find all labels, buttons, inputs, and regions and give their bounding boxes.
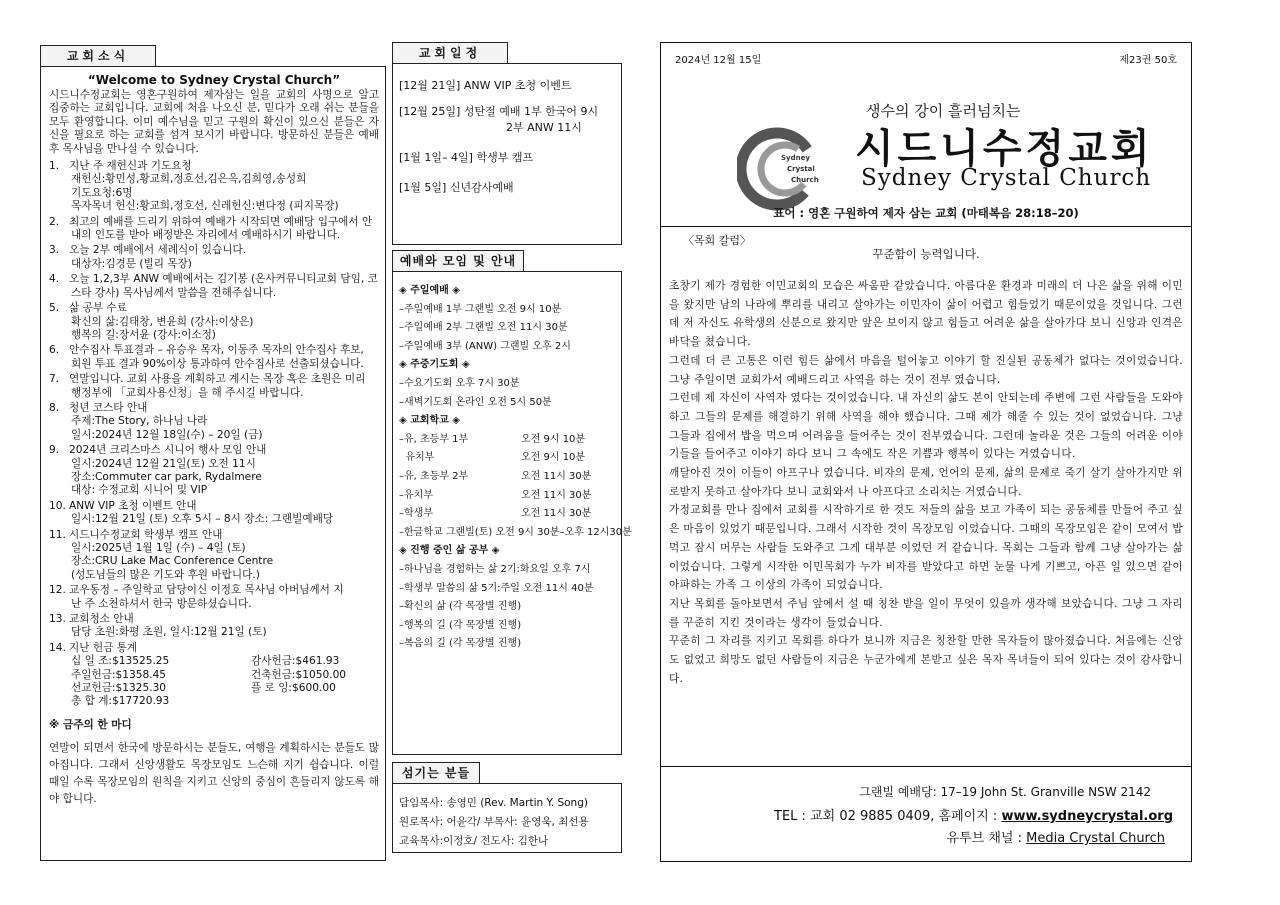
worship-line <box>399 375 615 394</box>
news-item-title: ANW VIP 초청 이벤트 안내 <box>69 499 197 512</box>
news-item <box>49 444 379 498</box>
news-list <box>49 160 379 655</box>
homepage-link[interactable]: www.sydneycrystal.org <box>1001 809 1173 824</box>
offering-cell: 감사헌금:$461.93 <box>251 655 340 668</box>
schedule-box <box>392 63 622 245</box>
worship-line-time: 오전 11시 30분 <box>521 489 592 501</box>
worship-line <box>399 338 615 357</box>
news-item-detail: 행복의 길:장서윤 (강사:이소정) <box>71 328 216 341</box>
news-item-number: 5. <box>49 302 60 315</box>
worship-line-text: –행복의 길 (각 목장별 진행) <box>399 619 522 631</box>
news-item-detail: 난 주 소천하셔서 한국 방문하셨습니다. <box>71 597 252 610</box>
offering-cell: 플 로 잉:$600.00 <box>251 682 336 695</box>
worship-tab: 예배와 모임 및 안내 <box>392 250 524 272</box>
footer-address: 그랜빌 예배당: 17–19 John St. Granville NSW 2142 <box>859 785 1151 799</box>
worship-line <box>399 617 615 636</box>
news-item-detail: 대상자:김경문 (빌리 목장) <box>71 257 192 270</box>
offering-row <box>71 682 379 695</box>
offering-row <box>71 655 379 668</box>
schedule-item: [1월 5일] 신년감사예배 <box>399 181 514 194</box>
worship-section-heading <box>399 542 615 561</box>
news-item-detail: 회원 투표 결과 90%이상 통과하여 안수집사로 선출되셨습니다. <box>71 357 364 370</box>
news-item-title: 교회청소 안내 <box>69 613 134 626</box>
worship-line-text: ◈ 주일예배 ◈ <box>399 285 460 296</box>
worship-line-text: –유치부 <box>399 489 433 501</box>
welcome-title: “Welcome to Sydney Crystal Church” <box>87 73 341 87</box>
news-tab: 교회소식 <box>40 45 156 67</box>
worship-line <box>399 449 615 468</box>
news-item-number: 6. <box>49 344 60 357</box>
news-item-detail: 재헌신:황민성,황교희,정호선,김은옥,김희영,송성희 <box>71 173 307 186</box>
schedule-item: 2부 ANW 11시 <box>506 121 582 134</box>
worship-line-text: –새벽기도회 온라인 오전 5시 50분 <box>399 396 552 408</box>
news-item-detail: (성도님들의 많은 기도와 후원 바랍니다.) <box>71 568 260 581</box>
worship-line <box>399 598 615 617</box>
motto: 표어 : 영혼 구원하여 제자 삼는 교회 (마태복음 28:18–20) <box>773 206 1079 220</box>
worship-line-text: –주일예배 2부 그랜빌 오전 11시 30분 <box>399 322 568 334</box>
worship-line <box>399 468 615 487</box>
news-item-number: 3. <box>49 244 60 257</box>
worship-line <box>399 301 615 320</box>
worship-line <box>399 505 615 524</box>
news-item-title: 시드니수정교회 학생부 캠프 안내 <box>69 528 223 541</box>
footer-divider <box>661 766 1191 767</box>
worship-box <box>392 271 632 755</box>
offering-cell: 십 일 조:$13525.25 <box>71 655 170 668</box>
schedule-item: [12월 25일] 성탄절 예배 1부 한국어 9시 <box>399 105 599 118</box>
news-item-number: 14. <box>49 641 66 654</box>
worship-line-time: 오전 9시 10분 <box>521 452 586 464</box>
youtube-link[interactable]: Media Crystal Church <box>1026 831 1165 846</box>
news-item-detail: 일시:12월 21일 (토) 오후 5시 – 8시 장소: 그랜빌예배당 <box>71 513 334 526</box>
news-item-title: 오늘 1,2,3부 ANW 예배에서는 김기봉 (온사커뮤니티교회 담임, 코 <box>69 273 378 286</box>
offering-cell: 선교헌금:$1325.30 <box>71 682 167 695</box>
worship-line <box>399 524 632 543</box>
youtube-label: 유투브 채널 : <box>946 831 1027 846</box>
news-item-detail: 장소:CRU Lake Mac Conference Centre <box>71 555 274 568</box>
footer-tel: TEL : 교회 02 9885 0409, 홈페이지 : <box>774 809 1002 824</box>
worship-line-text: –확신의 삶 (각 목장별 진행) <box>399 601 522 613</box>
news-item <box>49 244 379 271</box>
news-item <box>49 613 379 640</box>
servant-line: 교육목사:이정호/ 전도사: 김한나 <box>399 835 549 847</box>
issue-date: 2024년 12월 15일 <box>675 55 762 66</box>
worship-line <box>399 319 615 338</box>
news-item <box>49 160 379 214</box>
column-label: 〈목회 칼럼〉 <box>683 234 752 247</box>
news-item-number: 8. <box>49 401 60 414</box>
worship-line-text: –하나님을 경험하는 삶 2기:화요일 오후 7시 <box>399 563 591 575</box>
church-name-ko: 시드니수정교회 <box>855 125 1154 172</box>
servants-box <box>392 783 622 853</box>
word-title: ※ 금주의 한 마디 <box>49 718 132 731</box>
worship-line-text: –학생부 <box>399 508 433 520</box>
worship-line <box>399 561 615 580</box>
column-paragraph: 초창기 제가 경험한 이민교회의 모습은 싸움판 같았습니다. 아름다운 환경과 미래의 더 나은 삶을 위해 이민을 왔지만 남의 나라에 뿌리를 내리고 살아가는 이민자이 삶이 어렵고 힘들었기 때문이었을 것입니다. 그런데 저 자신도 유학생의 신분으로 왔지만 앞은 보이지 않고 힘들고 어려운 삶을 살아가다 보니 신앙과 인격은 바닥을 쳤습니다. <box>669 280 1183 349</box>
news-item <box>49 500 379 527</box>
news-item-detail: 주제:The Story, 하나님 나라 <box>71 415 208 428</box>
news-item-detail: 일시:2024년 12월 21일(토) 오전 11시 <box>71 457 256 470</box>
column-paragraph: 그런데 제 자신이 사역자 였다는 것이었습니다. 내 자신의 삶도 본이 안되는데 주변에 그런 사람들을 도와야하고 그들의 문제를 해결하기 위해 사역을 해야 했습니다. 그때 제가 해줄 수 있는 것이 없었습니다. 그냥 그들과 집에서 밥을 먹으며 어려움을 들어주는 것이 전부였습니다. 그런데 놀라운 것은 그들의 어려운 이야기들을 들어주고 이야기 하다 보니 그 속에도 작은 기쁨과 행복이 있다는 거였습니다. <box>669 392 1183 461</box>
offering-table <box>49 655 379 709</box>
news-item-number: 12. <box>49 584 66 597</box>
worship-section-heading <box>399 282 615 301</box>
logo-word: Sydney <box>781 154 810 162</box>
news-item-title: 연말입니다. 교회 사용을 계획하고 계시는 목장 혹은 초원은 미리 <box>69 373 366 386</box>
worship-line <box>399 394 615 413</box>
news-item <box>49 216 379 243</box>
news-item-detail: 확신의 삶:김태창, 변윤희 (강사:이상은) <box>71 315 254 328</box>
news-item <box>49 642 379 655</box>
worship-line-text: ◈ 주중기도회 ◈ <box>399 359 470 371</box>
worship-line-text: ◈ 교회학교 ◈ <box>399 415 460 427</box>
news-item <box>49 273 379 300</box>
news-item-number: 2. <box>49 215 60 228</box>
offering-row <box>71 695 379 708</box>
worship-line-text: –한글학교 그랜빌(토) 오전 9시 30분–오후 12시30분 <box>399 526 632 538</box>
column-title: 꾸준함이 능력입니다. <box>872 247 980 261</box>
news-item-title: 청년 코스타 안내 <box>69 401 148 414</box>
worship-line-text: –주일예배 3부 (ANW) 그랜빌 오후 2시 <box>399 340 571 352</box>
news-item-detail: 담당 초원:화평 초원, 일시:12월 21일 (토) <box>71 626 267 639</box>
column-body <box>669 277 1183 688</box>
offering-cell <box>251 695 371 708</box>
worship-section-heading <box>399 412 615 431</box>
word-text: 연말이 되면서 한국에 방문하시는 분들도, 여행을 계획하시는 분들도 많아집니다. 그래서 신앙생활도 목장모임도 느슨해 지기 쉽습니다. 이럴 때일 수록 목장모임의 원칙을 지키고 신앙의 중심이 흔들리지 않도록 해야 합니다. <box>49 742 379 806</box>
worship-line-time: 오전 11시 30분 <box>521 508 592 520</box>
news-item-detail: 목자목녀 헌신:황교희,정호선, 신레헌신:변다정 (피지목장) <box>71 200 339 213</box>
worship-line-time: 오전 11시 30분 <box>521 470 592 482</box>
offering-cell: 총 합 계:$17720.93 <box>71 695 170 708</box>
news-item <box>49 584 379 611</box>
news-item-detail: 스타 강사) 목사님께서 말씀을 전해주십니다. <box>71 286 277 299</box>
worship-line <box>399 635 615 654</box>
servant-line: 원로목사: 어윤각/ 부목사: 윤영욱, 최선용 <box>399 816 589 828</box>
column-paragraph: 깨달아진 것이 이들이 아프구나 였습니다. 비자의 문제, 언어의 문제, 삶의 문제로 죽기 살기 살아가지만 위로받지 못하고 살아가다 보니 교회와서 나 아프다고 소리치는 거였습니다. <box>669 467 1183 498</box>
news-item-title: 최고의 예배를 드리기 위하여 예배가 시작되면 예배당 입구에서 안 <box>69 215 373 228</box>
schedule-tab: 교회일정 <box>392 42 508 64</box>
news-item-detail: 일시:2024년 12월 18일(수) – 20일 (금) <box>71 428 263 441</box>
servants-tab: 섬기는 분들 <box>392 762 480 784</box>
worship-line-text: –학생부 말씀의 삶 5기:주일 오전 11시 40분 <box>399 582 594 594</box>
column-paragraph: 꾸준히 그 자리를 지키고 목회를 하다가 보니까 지금은 칭찬할 만한 목자들이 많아졌습니다. 처음에는 신앙도 없었고 희망도 없던 사람들이 지금은 누군가에게 본받고 싶은 목자 목녀들이 되어 있다는 것이 감사합니다. <box>669 635 1183 685</box>
worship-line-text: 유치부 <box>399 452 435 464</box>
worship-line <box>399 580 615 599</box>
offering-row <box>71 669 379 682</box>
logo-word: Church <box>791 176 819 184</box>
bulletin-front <box>660 42 1192 862</box>
worship-list <box>399 282 632 654</box>
news-item-number: 7. <box>49 373 60 386</box>
news-item-title: 오늘 2부 예배에서 세례식이 있습니다. <box>69 244 247 257</box>
news-item-number: 9. <box>49 444 60 457</box>
motto-divider <box>661 226 1191 227</box>
news-item-number: 4. <box>49 273 60 286</box>
news-item <box>49 344 379 371</box>
welcome-intro: 시드니수정교회는 영혼구원하여 제자삼는 일을 교회의 사명으로 알고 집중하는 교회입니다. 교회에 처음 나오신 분, 믿다가 오래 쉬는 분들을 모두 환영합니다. 이미 예수님을 믿고 구원의 확신이 있으신 분들은 자신을 필요로 하는 교회를 섬겨 보시기 바랍니다. 방문하신 분들은 예배 후 목사님을 만나실 수 있습니다. <box>49 89 379 155</box>
news-item <box>49 302 379 342</box>
news-item-title: 삶 공부 수료 <box>69 302 127 315</box>
news-item-detail: 장소:Commuter car park, Rydalmere <box>71 470 262 483</box>
logo-word: Crystal <box>787 165 815 173</box>
worship-line-text: –주일예배 1부 그랜빌 오전 9시 10분 <box>399 303 562 315</box>
schedule-item: [12월 21일] ANW VIP 초청 이벤트 <box>399 79 572 92</box>
column-paragraph: 가정교회를 만나 집에서 교회를 시작하기로 한 것도 저들의 삶을 보고 가족이 되는 공동체를 만들어 주고 싶은 마음이 있었기 때문입니다. 그래서 시작한 것이 목장모임 이었습니다. 그때의 목장모임은 같이 모여서 밥먹고 잠시 머무는 사람들 도와주고 그게 대부분 이었던 거 같습니다. 목회는 그들과 함께 그냥 살아가는 삶이었습니다. 그렇게 시작한 이민목회가 누가 비자를 받았다고 하면 눈물 나게 기쁘고, 아픈 일 있으면 같이 아파하는 가족 그 이상의 가족이 되었습니다. <box>669 504 1183 592</box>
worship-line-time: 오전 9시 10분 <box>521 433 586 445</box>
news-item-number: 13. <box>49 613 66 626</box>
news-item-title: 지난 헌금 통계 <box>69 641 138 654</box>
news-item <box>49 529 379 583</box>
news-item-title: 지난 주 재헌신과 기도요청 <box>69 160 192 173</box>
offering-cell: 건축헌금:$1050.00 <box>251 668 347 681</box>
worship-line <box>399 431 615 450</box>
church-logo <box>737 119 837 219</box>
news-item-title: 2024년 크리스마스 시니어 행사 모임 안내 <box>69 444 267 457</box>
news-item-detail: 행정부에 「교회사용신청」을 해 주시길 바랍니다. <box>71 386 304 399</box>
worship-line <box>399 487 615 506</box>
news-item <box>49 373 379 400</box>
news-item-detail: 기도요청:6명 <box>71 186 133 199</box>
news-item-detail: 대상: 수정교회 시니어 및 VIP <box>71 484 208 497</box>
news-item <box>49 402 379 442</box>
slogan: 생수의 강이 흘러넘치는 <box>866 102 1021 120</box>
worship-section-heading <box>399 356 615 375</box>
worship-line-text: ◈ 진행 중인 삶 공부 ◈ <box>399 545 500 557</box>
news-item-title: 교우동정 – 주일학교 담당이신 이정호 목사님 아버님께서 지 <box>69 584 344 597</box>
news-item-title: 안수집사 투표결과 – 유승우 목자, 이동주 목자의 안수집사 후보, <box>69 344 364 357</box>
column-paragraph: 지난 목회를 돌아보면서 주님 앞에서 설 때 칭찬 받을 일이 무엇이 있을까 생각해 보았습니다. 그냥 그 자리를 꾸준히 지킨 것이라는 생각이 들었습니다. <box>669 597 1183 629</box>
worship-line-text: –복음의 길 (각 목장별 진행) <box>399 638 522 650</box>
news-item-detail: 내의 인도를 받아 배정받은 자리에서 예배하시기 바랍니다. <box>71 229 341 242</box>
issue-volume: 제23권 50호 <box>1119 55 1177 66</box>
servant-line: 담임목사: 송영민 (Rev. Martin Y. Song) <box>399 797 588 809</box>
news-item-number: 10. <box>49 499 66 512</box>
news-box <box>40 66 386 861</box>
worship-line-text: –유, 초등부 1부 <box>399 433 469 445</box>
news-item-number: 1. <box>49 160 60 173</box>
church-name-en: Sydney Crystal Church <box>861 165 1152 191</box>
news-item-detail: 일시:2025년 1월 1일 (수) – 4일 (토) <box>71 542 246 554</box>
offering-cell: 주일헌금:$1358.45 <box>71 668 167 681</box>
worship-line-text: –수요기도회 오후 7시 30분 <box>399 377 520 389</box>
worship-line-text: –유, 초등부 2부 <box>399 470 469 482</box>
news-item-number: 11. <box>49 528 66 541</box>
column-paragraph: 그런데 더 큰 고통은 이런 힘든 삶에서 마음을 털어놓고 이야기 할 진실된 공동체가 없다는 것이었습니다. 그냥 주일이면 교회가서 예배드리고 사역을 하는 것이 전부 였습니다. <box>669 354 1183 386</box>
schedule-item: [1월 1일– 4일] 학생부 캠프 <box>399 151 534 164</box>
